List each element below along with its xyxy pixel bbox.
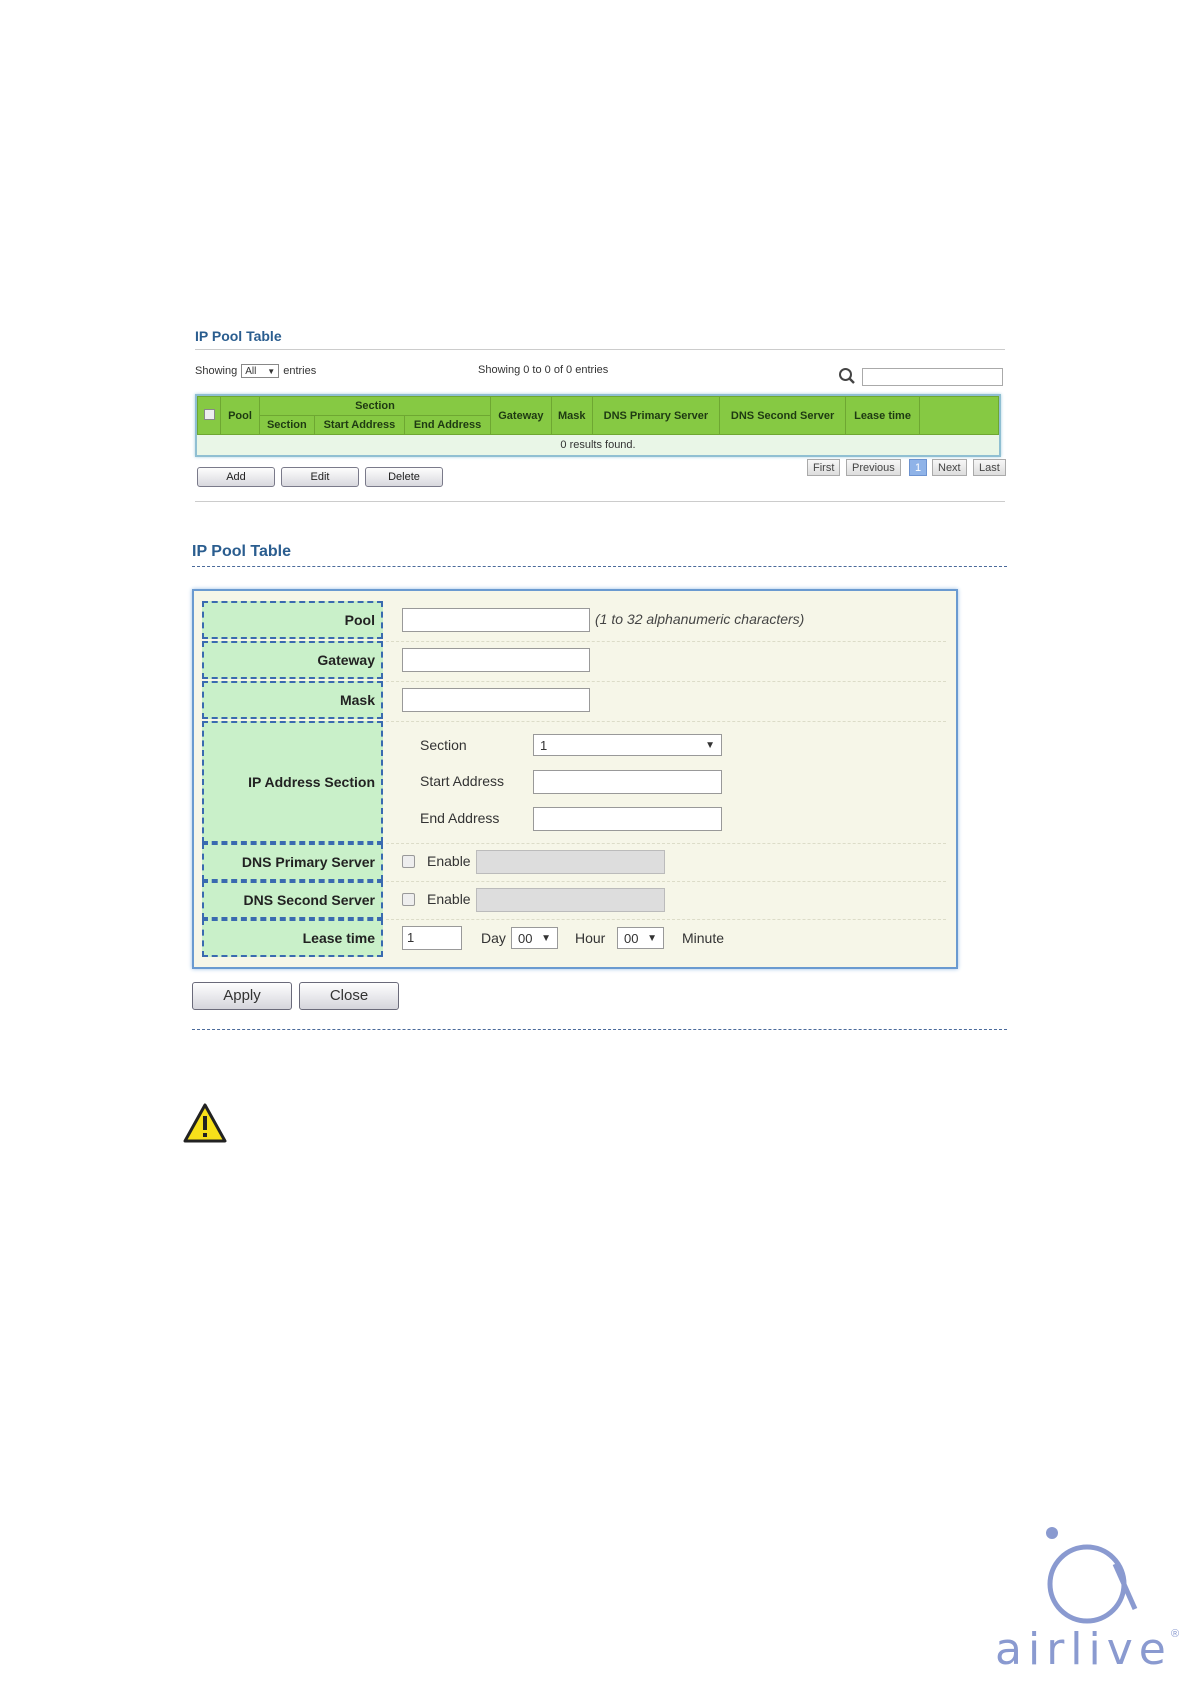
mask-input[interactable] (402, 688, 590, 712)
dns-second-label: DNS Second Server (202, 881, 383, 919)
form-title: IP Pool Table (192, 543, 291, 560)
apply-button[interactable]: Apply (192, 982, 292, 1010)
airlive-logo (995, 1524, 1185, 1684)
warning-icon (183, 1103, 227, 1143)
ip-pool-form (192, 589, 958, 969)
dns-second-input[interactable] (476, 888, 665, 912)
pool-label: Pool (202, 601, 383, 639)
dns-second-enable-label: Enable (427, 891, 471, 907)
pool-input[interactable] (402, 608, 590, 632)
lease-minute-select[interactable] (617, 927, 664, 949)
entries-select-value: All (245, 365, 257, 377)
search-input[interactable] (862, 368, 1003, 386)
select-all-checkbox[interactable] (204, 409, 215, 420)
start-address-input[interactable] (533, 770, 722, 794)
ip-pool-list-table (195, 394, 1001, 457)
showing-prefix: Showing (195, 365, 238, 377)
divider (195, 501, 1005, 502)
pagination-next[interactable]: Next (932, 459, 967, 476)
col-dns-primary[interactable]: DNS Primary Server (592, 397, 719, 435)
lease-day-input[interactable]: 1 (402, 926, 462, 950)
col-lease-time[interactable]: Lease time (846, 397, 920, 435)
caret-down-icon: ▼ (267, 366, 276, 376)
list-title: IP Pool Table (195, 328, 282, 344)
ip-address-section-label: IP Address Section (202, 721, 383, 843)
col-section-group: Section (260, 397, 491, 416)
section-select[interactable] (533, 734, 722, 756)
col-mask[interactable]: Mask (551, 397, 592, 435)
dns-primary-enable-checkbox[interactable] (402, 855, 415, 868)
search-icon (838, 367, 856, 385)
divider (192, 1029, 1007, 1030)
caret-down-icon: ▼ (705, 739, 715, 751)
close-button[interactable]: Close (299, 982, 399, 1010)
col-gateway[interactable]: Gateway (490, 397, 551, 435)
col-dns-second[interactable]: DNS Second Server (720, 397, 846, 435)
edit-button[interactable]: Edit (281, 467, 359, 487)
lease-hour-select[interactable] (511, 927, 558, 949)
add-button[interactable]: Add (197, 467, 275, 487)
row-divider (386, 843, 946, 844)
registered-mark: ® (1171, 1628, 1180, 1640)
caret-down-icon: ▼ (541, 932, 551, 944)
row-divider (386, 881, 946, 882)
divider (195, 349, 1005, 350)
row-divider (386, 681, 946, 682)
select-all-header (198, 397, 221, 435)
dns-second-enable-checkbox[interactable] (402, 893, 415, 906)
col-end-address[interactable]: End Address (405, 416, 491, 435)
row-divider (386, 641, 946, 642)
pagination-last[interactable]: Last (973, 459, 1006, 476)
dns-primary-enable-label: Enable (427, 853, 471, 869)
hour-label: Hour (575, 930, 606, 946)
col-start-address[interactable]: Start Address (314, 416, 405, 435)
dns-primary-label: DNS Primary Server (202, 843, 383, 881)
section-label: Section (420, 737, 467, 753)
minute-label: Minute (682, 930, 725, 946)
pagination-previous[interactable]: Previous (846, 459, 901, 476)
mask-label: Mask (202, 681, 383, 719)
col-pool[interactable]: Pool (221, 397, 260, 435)
end-address-input[interactable] (533, 807, 722, 831)
row-divider (386, 919, 946, 920)
pagination-page[interactable]: 1 (909, 459, 927, 476)
gateway-label: Gateway (202, 641, 383, 679)
pagination-first[interactable]: First (807, 459, 840, 476)
entries-count: Showing 0 to 0 of 0 entries (478, 364, 609, 376)
col-spacer (920, 397, 999, 435)
day-label: Day (481, 930, 506, 946)
empty-message: 0 results found. (560, 439, 636, 451)
col-section[interactable]: Section (260, 416, 315, 435)
lease-time-label: Lease time (202, 919, 383, 957)
airlive-logo-text: airlive (995, 1624, 1172, 1675)
gateway-input[interactable] (402, 648, 590, 672)
lease-hour-value: 00 (518, 930, 533, 946)
start-address-label: Start Address (420, 773, 505, 789)
entries-select[interactable] (241, 364, 279, 378)
row-divider (386, 721, 946, 722)
lease-minute-value: 00 (624, 930, 639, 946)
end-address-label: End Address (420, 810, 500, 826)
caret-down-icon: ▼ (647, 932, 657, 944)
divider (192, 566, 1007, 567)
delete-button[interactable]: Delete (365, 467, 443, 487)
dns-primary-input[interactable] (476, 850, 665, 874)
entries-length-control (195, 364, 316, 378)
showing-suffix: entries (283, 365, 317, 377)
pool-hint: (1 to 32 alphanumeric characters) (595, 611, 805, 627)
section-select-value: 1 (540, 737, 548, 753)
